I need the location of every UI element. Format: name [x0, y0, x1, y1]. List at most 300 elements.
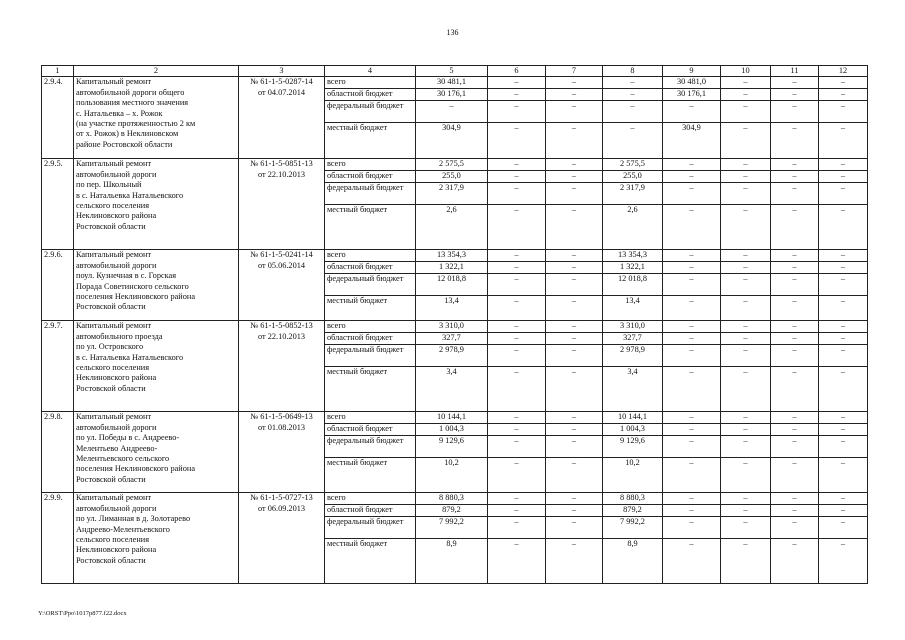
amount-cell: 255,0 [416, 171, 488, 183]
expertise-line: № 61-1-5-0241-14 [250, 250, 313, 260]
amount-cell: – [488, 183, 546, 205]
amount-cell: 304,9 [663, 123, 721, 159]
amount-cell: – [721, 321, 771, 333]
amount-cell: – [771, 250, 819, 262]
expertise-line: от 22.10.2013 [257, 169, 306, 179]
amount-cell: – [819, 424, 868, 436]
funding-source: местный бюджет [325, 539, 416, 584]
amount-cell: 30 481,0 [663, 77, 721, 89]
amount-cell: – [488, 436, 546, 458]
project-name-line: Капитальный ремонт [76, 321, 152, 331]
amount-cell: – [771, 262, 819, 274]
project-name-line: по ул. Победы в с. Андреево- [76, 433, 180, 443]
amount-cell: – [546, 493, 603, 505]
amount-cell: – [488, 77, 546, 89]
project-name-line: Капитальный ремонт [76, 412, 152, 422]
project-name-line: автомобильной дороги [76, 169, 157, 179]
project-name-line: Ростовской области [76, 302, 146, 312]
amount-cell: – [819, 296, 868, 321]
amount-cell: – [488, 424, 546, 436]
expertise-conclusion [239, 493, 325, 584]
amount-cell: 2,6 [603, 205, 663, 250]
project-name-line: (на участке протяженностью 2 км [76, 119, 196, 129]
project-name-line: пользования местного значения [76, 98, 189, 108]
amount-cell: – [663, 159, 721, 171]
funding-source: местный бюджет [325, 367, 416, 412]
amount-cell: – [771, 274, 819, 296]
page-number: 136 [446, 28, 459, 37]
amount-cell: – [546, 262, 603, 274]
amount-cell: 2 317,9 [603, 183, 663, 205]
amount-cell: – [819, 262, 868, 274]
column-number-row [42, 66, 868, 77]
amount-cell: – [663, 296, 721, 321]
funding-source: местный бюджет [325, 458, 416, 493]
entry-number: 2.9.9. [42, 493, 74, 584]
amount-cell: – [819, 345, 868, 367]
amount-cell: – [721, 367, 771, 412]
funding-source: областной бюджет [325, 333, 416, 345]
amount-cell: – [771, 436, 819, 458]
amount-cell: – [546, 101, 603, 123]
amount-cell: – [603, 101, 663, 123]
funding-source: областной бюджет [325, 424, 416, 436]
column-header: 3 [239, 66, 325, 77]
amount-cell: 8,9 [603, 539, 663, 584]
amount-cell: 3,4 [416, 367, 488, 412]
project-name [74, 250, 239, 321]
amount-cell: – [771, 183, 819, 205]
funding-source: областной бюджет [325, 262, 416, 274]
amount-cell: – [721, 424, 771, 436]
amount-cell: – [819, 493, 868, 505]
project-name [74, 77, 239, 159]
project-name-line: Неклиновского района [76, 373, 157, 383]
amount-cell: 12 018,8 [416, 274, 488, 296]
amount-cell: – [488, 123, 546, 159]
project-name-line: по ул. Островского [76, 342, 144, 352]
column-header: 11 [771, 66, 819, 77]
funding-source: всего [325, 250, 416, 262]
amount-cell: – [546, 274, 603, 296]
amount-cell: – [663, 424, 721, 436]
file-path-footer: Y:\ORST\Ppo\1017p877.f22.docx [38, 610, 127, 617]
expertise-conclusion [239, 412, 325, 493]
funding-source: всего [325, 493, 416, 505]
amount-cell: 2 575,5 [603, 159, 663, 171]
amount-cell: – [488, 321, 546, 333]
funding-source: всего [325, 77, 416, 89]
amount-cell: – [721, 274, 771, 296]
amount-cell: – [663, 171, 721, 183]
amount-cell: 30 176,1 [663, 89, 721, 101]
amount-cell: – [819, 171, 868, 183]
expertise-line: от 22.10.2013 [257, 331, 306, 341]
amount-cell: – [663, 262, 721, 274]
amount-cell: – [721, 89, 771, 101]
amount-cell: 9 129,6 [416, 436, 488, 458]
amount-cell: – [546, 367, 603, 412]
amount-cell: 1 004,3 [416, 424, 488, 436]
amount-cell: – [546, 345, 603, 367]
project-name-line: автомобильной дороги [76, 260, 157, 270]
amount-cell: 2 978,9 [603, 345, 663, 367]
amount-cell: – [771, 89, 819, 101]
amount-cell: – [663, 345, 721, 367]
amount-cell: – [546, 296, 603, 321]
expertise-line: № 61-1-5-0649-13 [250, 412, 313, 422]
amount-cell: – [721, 436, 771, 458]
amount-cell: – [771, 159, 819, 171]
amount-cell: – [546, 517, 603, 539]
amount-cell: – [721, 517, 771, 539]
amount-cell: 879,2 [416, 505, 488, 517]
amount-cell: – [819, 505, 868, 517]
project-name [74, 493, 239, 584]
amount-cell: 13 354,3 [603, 250, 663, 262]
amount-cell: 10,2 [603, 458, 663, 493]
amount-cell: – [546, 250, 603, 262]
amount-cell: – [663, 412, 721, 424]
amount-cell: – [663, 183, 721, 205]
amount-cell: 10 144,1 [603, 412, 663, 424]
amount-cell: – [771, 333, 819, 345]
column-header: 9 [663, 66, 721, 77]
amount-cell: – [663, 367, 721, 412]
amount-cell: – [663, 321, 721, 333]
amount-cell: – [663, 517, 721, 539]
amount-cell: 327,7 [416, 333, 488, 345]
expertise-line: от 01.08.2013 [257, 422, 306, 432]
entry-number: 2.9.5. [42, 159, 74, 250]
amount-cell: – [819, 89, 868, 101]
amount-cell: – [488, 274, 546, 296]
amount-cell: – [546, 89, 603, 101]
funding-source: всего [325, 412, 416, 424]
amount-cell: – [721, 458, 771, 493]
table-row [42, 159, 868, 171]
amount-cell: 2 317,9 [416, 183, 488, 205]
amount-cell: 10 144,1 [416, 412, 488, 424]
amount-cell: – [721, 205, 771, 250]
amount-cell: – [663, 333, 721, 345]
amount-cell: – [771, 412, 819, 424]
expertise-line: № 61-1-5-0851-13 [250, 159, 313, 169]
project-name-line: поселения Неклиновского района [76, 292, 196, 302]
amount-cell: 8,9 [416, 539, 488, 584]
amount-cell: – [819, 101, 868, 123]
amount-cell: 3 310,0 [416, 321, 488, 333]
amount-cell: – [488, 412, 546, 424]
expertise-line: № 61-1-5-0287-14 [250, 77, 313, 87]
table-body [42, 66, 868, 584]
amount-cell: – [546, 183, 603, 205]
entry-number: 2.9.6. [42, 250, 74, 321]
project-name-line: Капитальный ремонт [76, 250, 152, 260]
project-name-line: от х. Рожок) в Неклиновском [76, 129, 179, 139]
amount-cell: – [721, 77, 771, 89]
expertise-conclusion [239, 250, 325, 321]
amount-cell: – [488, 458, 546, 493]
amount-cell: – [819, 250, 868, 262]
project-name [74, 321, 239, 412]
column-header: 6 [488, 66, 546, 77]
project-name-line: Капитальный ремонт [76, 493, 152, 503]
amount-cell: – [488, 262, 546, 274]
amount-cell: – [771, 123, 819, 159]
funding-source: местный бюджет [325, 205, 416, 250]
column-header: 7 [546, 66, 603, 77]
amount-cell: – [546, 205, 603, 250]
amount-cell: – [819, 123, 868, 159]
project-name-line: сельского поселения [76, 535, 150, 545]
project-name-line: Мелентьево Андреево- [76, 443, 158, 453]
amount-cell: – [488, 296, 546, 321]
project-name-line: районе Ростовской области [76, 139, 173, 149]
project-name-line: Ростовской области [76, 555, 146, 565]
amount-cell: 9 129,6 [603, 436, 663, 458]
project-name-line: Неклиновского района [76, 545, 157, 555]
amount-cell: – [488, 250, 546, 262]
amount-cell: – [819, 183, 868, 205]
amount-cell: 2 978,9 [416, 345, 488, 367]
amount-cell: – [488, 205, 546, 250]
amount-cell: 13,4 [416, 296, 488, 321]
amount-cell: – [771, 367, 819, 412]
amount-cell: – [771, 205, 819, 250]
budget-table [41, 65, 868, 584]
expertise-conclusion [239, 77, 325, 159]
amount-cell: 13 354,3 [416, 250, 488, 262]
expertise-line: от 05.06.2014 [257, 260, 306, 270]
amount-cell: – [771, 493, 819, 505]
amount-cell: – [603, 77, 663, 89]
amount-cell: – [819, 517, 868, 539]
project-name [74, 412, 239, 493]
amount-cell: 1 322,1 [416, 262, 488, 274]
amount-cell: – [721, 250, 771, 262]
amount-cell: – [488, 89, 546, 101]
expertise-line: от 06.09.2013 [257, 503, 306, 513]
amount-cell: – [663, 505, 721, 517]
amount-cell: – [721, 296, 771, 321]
amount-cell: – [771, 171, 819, 183]
project-name-line: поселения Неклиновского района [76, 464, 196, 474]
column-header: 2 [74, 66, 239, 77]
amount-cell: – [819, 333, 868, 345]
funding-source: федеральный бюджет [325, 183, 416, 205]
funding-source: областной бюджет [325, 89, 416, 101]
table-row [42, 321, 868, 333]
funding-source: всего [325, 321, 416, 333]
amount-cell: – [819, 436, 868, 458]
amount-cell: – [663, 101, 721, 123]
amount-cell: – [663, 205, 721, 250]
amount-cell: – [663, 493, 721, 505]
project-name-line: автомобильной дороги [76, 503, 157, 513]
amount-cell: – [546, 458, 603, 493]
amount-cell: – [488, 333, 546, 345]
column-header: 12 [819, 66, 868, 77]
amount-cell: – [819, 458, 868, 493]
amount-cell: – [819, 321, 868, 333]
amount-cell: – [546, 77, 603, 89]
project-name-line: сельского поселения [76, 201, 150, 211]
column-header: 4 [325, 66, 416, 77]
amount-cell: – [603, 123, 663, 159]
amount-cell: 10,2 [416, 458, 488, 493]
amount-cell: – [663, 274, 721, 296]
amount-cell: – [603, 89, 663, 101]
entry-number: 2.9.4. [42, 77, 74, 159]
amount-cell: – [546, 505, 603, 517]
amount-cell: – [819, 274, 868, 296]
amount-cell: 3 310,0 [603, 321, 663, 333]
funding-source: федеральный бюджет [325, 517, 416, 539]
amount-cell: – [721, 101, 771, 123]
funding-source: областной бюджет [325, 505, 416, 517]
amount-cell: 7 992,2 [603, 517, 663, 539]
project-name-line: Ростовской области [76, 221, 146, 231]
table-row [42, 412, 868, 424]
amount-cell: 8 880,3 [416, 493, 488, 505]
funding-source: федеральный бюджет [325, 101, 416, 123]
amount-cell: 2,6 [416, 205, 488, 250]
amount-cell: – [771, 101, 819, 123]
amount-cell: – [488, 505, 546, 517]
project-name-line: по пер. Школьный [76, 180, 142, 190]
project-name-line: автомобильной дороги [76, 422, 157, 432]
expertise-line: № 61-1-5-0852-13 [250, 321, 313, 331]
amount-cell: – [721, 539, 771, 584]
project-name-line: поул. Кузнечная в с. Горская [76, 271, 177, 281]
amount-cell: 13,4 [603, 296, 663, 321]
project-name-line: Ростовской области [76, 474, 146, 484]
funding-source: областной бюджет [325, 171, 416, 183]
amount-cell: – [488, 171, 546, 183]
amount-cell: – [721, 412, 771, 424]
amount-cell: 1 004,3 [603, 424, 663, 436]
amount-cell: – [663, 436, 721, 458]
amount-cell: – [488, 101, 546, 123]
expertise-conclusion [239, 321, 325, 412]
amount-cell: – [546, 321, 603, 333]
amount-cell: – [488, 517, 546, 539]
amount-cell: – [488, 493, 546, 505]
amount-cell: – [721, 505, 771, 517]
project-name-line: в с. Натальевка Натальевского [76, 352, 184, 362]
amount-cell: – [771, 458, 819, 493]
project-name-line: Порада Советинского сельского [76, 281, 189, 291]
project-name-line: Капитальный ремонт [76, 159, 152, 169]
amount-cell: – [546, 159, 603, 171]
funding-source: федеральный бюджет [325, 345, 416, 367]
amount-cell: 327,7 [603, 333, 663, 345]
column-header: 5 [416, 66, 488, 77]
funding-source: всего [325, 159, 416, 171]
amount-cell: – [819, 412, 868, 424]
amount-cell: 30 481,1 [416, 77, 488, 89]
project-name-line: Андреево-Мелентьевского [76, 524, 170, 534]
amount-cell: – [819, 77, 868, 89]
amount-cell: – [819, 367, 868, 412]
amount-cell: – [771, 296, 819, 321]
amount-cell: – [721, 123, 771, 159]
amount-cell: – [663, 539, 721, 584]
amount-cell: – [771, 517, 819, 539]
amount-cell: 8 880,3 [603, 493, 663, 505]
amount-cell: – [721, 171, 771, 183]
amount-cell: – [488, 367, 546, 412]
project-name-line: Ростовской области [76, 383, 146, 393]
project-name-line: автомобильной дороги общего [76, 87, 185, 97]
amount-cell: – [771, 424, 819, 436]
amount-cell: – [546, 436, 603, 458]
column-header: 1 [42, 66, 74, 77]
table-row [42, 250, 868, 262]
amount-cell: – [721, 333, 771, 345]
amount-cell: – [416, 101, 488, 123]
project-name-line: автомобильного проезда [76, 331, 163, 341]
amount-cell: – [546, 171, 603, 183]
amount-cell: 12 018,8 [603, 274, 663, 296]
expertise-conclusion [239, 159, 325, 250]
amount-cell: – [721, 493, 771, 505]
expertise-line: № 61-1-5-0727-13 [250, 493, 313, 503]
project-name-line: с. Натальевка – х. Рожок [76, 108, 163, 118]
amount-cell: 30 176,1 [416, 89, 488, 101]
amount-cell: – [819, 205, 868, 250]
amount-cell: – [546, 123, 603, 159]
amount-cell: – [819, 539, 868, 584]
funding-source: местный бюджет [325, 123, 416, 159]
funding-source: федеральный бюджет [325, 274, 416, 296]
amount-cell: – [663, 250, 721, 262]
amount-cell: 3,4 [603, 367, 663, 412]
table-row [42, 77, 868, 89]
project-name-line: Неклиновского района [76, 211, 157, 221]
column-header: 8 [603, 66, 663, 77]
amount-cell: – [771, 77, 819, 89]
funding-source: федеральный бюджет [325, 436, 416, 458]
project-name-line: по ул. Лиманная в д. Золотарево [76, 514, 191, 524]
amount-cell: – [721, 183, 771, 205]
amount-cell: – [546, 424, 603, 436]
amount-cell: – [771, 345, 819, 367]
expertise-line: от 04.07.2014 [257, 87, 306, 97]
table-row [42, 493, 868, 505]
column-header: 10 [721, 66, 771, 77]
project-name [74, 159, 239, 250]
amount-cell: – [663, 458, 721, 493]
amount-cell: 255,0 [603, 171, 663, 183]
amount-cell: – [771, 539, 819, 584]
amount-cell: – [771, 321, 819, 333]
amount-cell: – [488, 345, 546, 367]
amount-cell: – [721, 345, 771, 367]
amount-cell: 304,9 [416, 123, 488, 159]
amount-cell: 1 322,1 [603, 262, 663, 274]
amount-cell: – [488, 159, 546, 171]
project-name-line: Капитальный ремонт [76, 77, 152, 87]
project-name-line: сельского поселения [76, 363, 150, 373]
project-name-line: в с. Натальевка Натальевского [76, 190, 184, 200]
entry-number: 2.9.8. [42, 412, 74, 493]
amount-cell: – [546, 412, 603, 424]
amount-cell: – [546, 539, 603, 584]
amount-cell: – [819, 159, 868, 171]
amount-cell: 2 575,5 [416, 159, 488, 171]
